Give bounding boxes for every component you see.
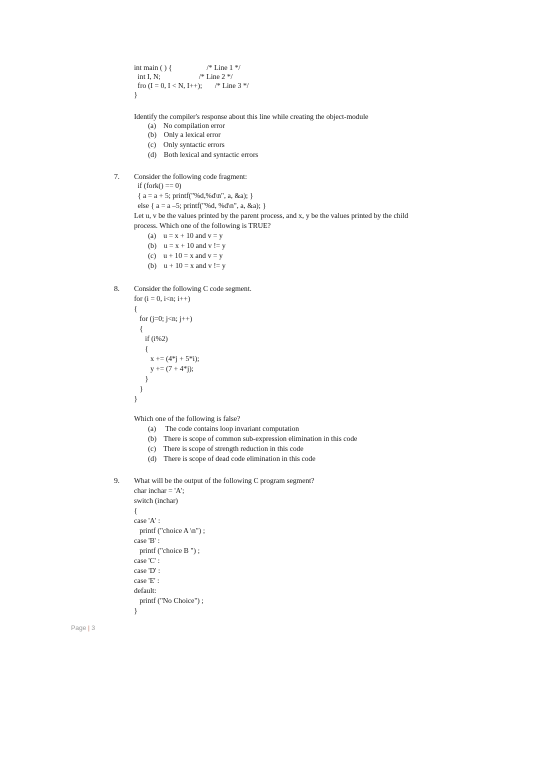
- code-line: int I, N; /* Line 2 */: [134, 72, 233, 81]
- code-line: }: [134, 90, 138, 99]
- code-line: else { a = a –5; printf("%d, %d\n", a, &a); }: [134, 201, 266, 210]
- code-line: case 'E' :: [134, 576, 160, 585]
- question-text: Consider the following code fragment:: [134, 172, 248, 181]
- code-line: printf ("choice A \n") ;: [134, 526, 206, 535]
- option-b: (b) Only a lexical error: [148, 130, 221, 139]
- option-a: (a) No compilation error: [148, 121, 225, 130]
- code-line: {: [134, 304, 138, 313]
- option-c: (c) Only syntactic errors: [148, 140, 225, 149]
- question-text: Identify the compiler's response about this line while creating the object-module: [134, 112, 369, 121]
- page-footer: [71, 624, 95, 633]
- option-d: (d) There is scope of dead code elimination in this code: [148, 454, 316, 463]
- code-line: x += (4*j + 5*i);: [134, 354, 200, 363]
- option-a: (a) The code contains loop invariant computation: [148, 424, 300, 433]
- code-line: printf ("No Choice") ;: [134, 596, 204, 605]
- code-line: y += (7 + 4*j);: [134, 364, 194, 373]
- code-line: switch (inchar): [134, 496, 178, 505]
- option-a: (a) u = x + 10 and v = y: [148, 231, 223, 240]
- code-line: case 'D' :: [134, 566, 161, 575]
- code-line: char inchar = 'A';: [134, 486, 185, 495]
- option-d: (b) u + 10 = x and v != y: [148, 261, 226, 270]
- code-line: default:: [134, 586, 157, 595]
- question-number: 8.: [114, 284, 120, 293]
- question-number: 9.: [114, 476, 120, 485]
- question-number: 7.: [114, 172, 120, 181]
- question-text: Which one of the following is false?: [134, 414, 241, 423]
- option-b: (b) u = x + 10 and v != y: [148, 241, 226, 250]
- code-line: }: [134, 384, 143, 393]
- code-line: for (i = 0, i<n; i++): [134, 294, 191, 303]
- code-line: { a = a + 5; printf("%d,%d\n", a, &a); }: [134, 191, 254, 200]
- option-d: (d) Both lexical and syntactic errors: [148, 150, 259, 159]
- option-c: (c) u + 10 = x and v = y: [148, 251, 223, 260]
- code-line: }: [134, 394, 138, 403]
- page-separator: |: [88, 625, 90, 632]
- option-c: (c) There is scope of strength reduction in this code: [148, 444, 304, 453]
- code-line: if (fork() == 0): [134, 181, 182, 190]
- code-line: fro (I = 0, I < N, I++); /* Line 3 */: [134, 81, 249, 90]
- code-line: case 'C' :: [134, 556, 160, 565]
- code-line: int main ( ) { /* Line 1 */: [134, 63, 241, 72]
- code-line: if (i%2): [134, 334, 168, 343]
- code-line: }: [134, 606, 138, 615]
- option-b: (b) There is scope of common sub-expression elimination in this code: [148, 434, 358, 443]
- code-line: {: [134, 324, 143, 333]
- question-text: What will be the output of the following C program segment?: [134, 476, 315, 485]
- page-number: 3: [91, 625, 96, 632]
- code-line: {: [134, 344, 149, 353]
- question-text: Consider the following C code segment.: [134, 284, 252, 293]
- code-line: case 'A' :: [134, 516, 161, 525]
- page-label: Page: [71, 625, 87, 632]
- code-line: case 'B' :: [134, 536, 160, 545]
- code-line: {: [134, 506, 138, 515]
- question-text: process. Which one of the following is TRUE?: [134, 221, 271, 230]
- question-text: Let u, v be the values printed by the parent process, and x, y be the values printed by the child: [134, 211, 409, 220]
- code-line: }: [134, 374, 149, 383]
- code-line: for (j=0; j<n; j++): [134, 314, 193, 323]
- code-line: printf ("choice B ") ;: [134, 546, 200, 555]
